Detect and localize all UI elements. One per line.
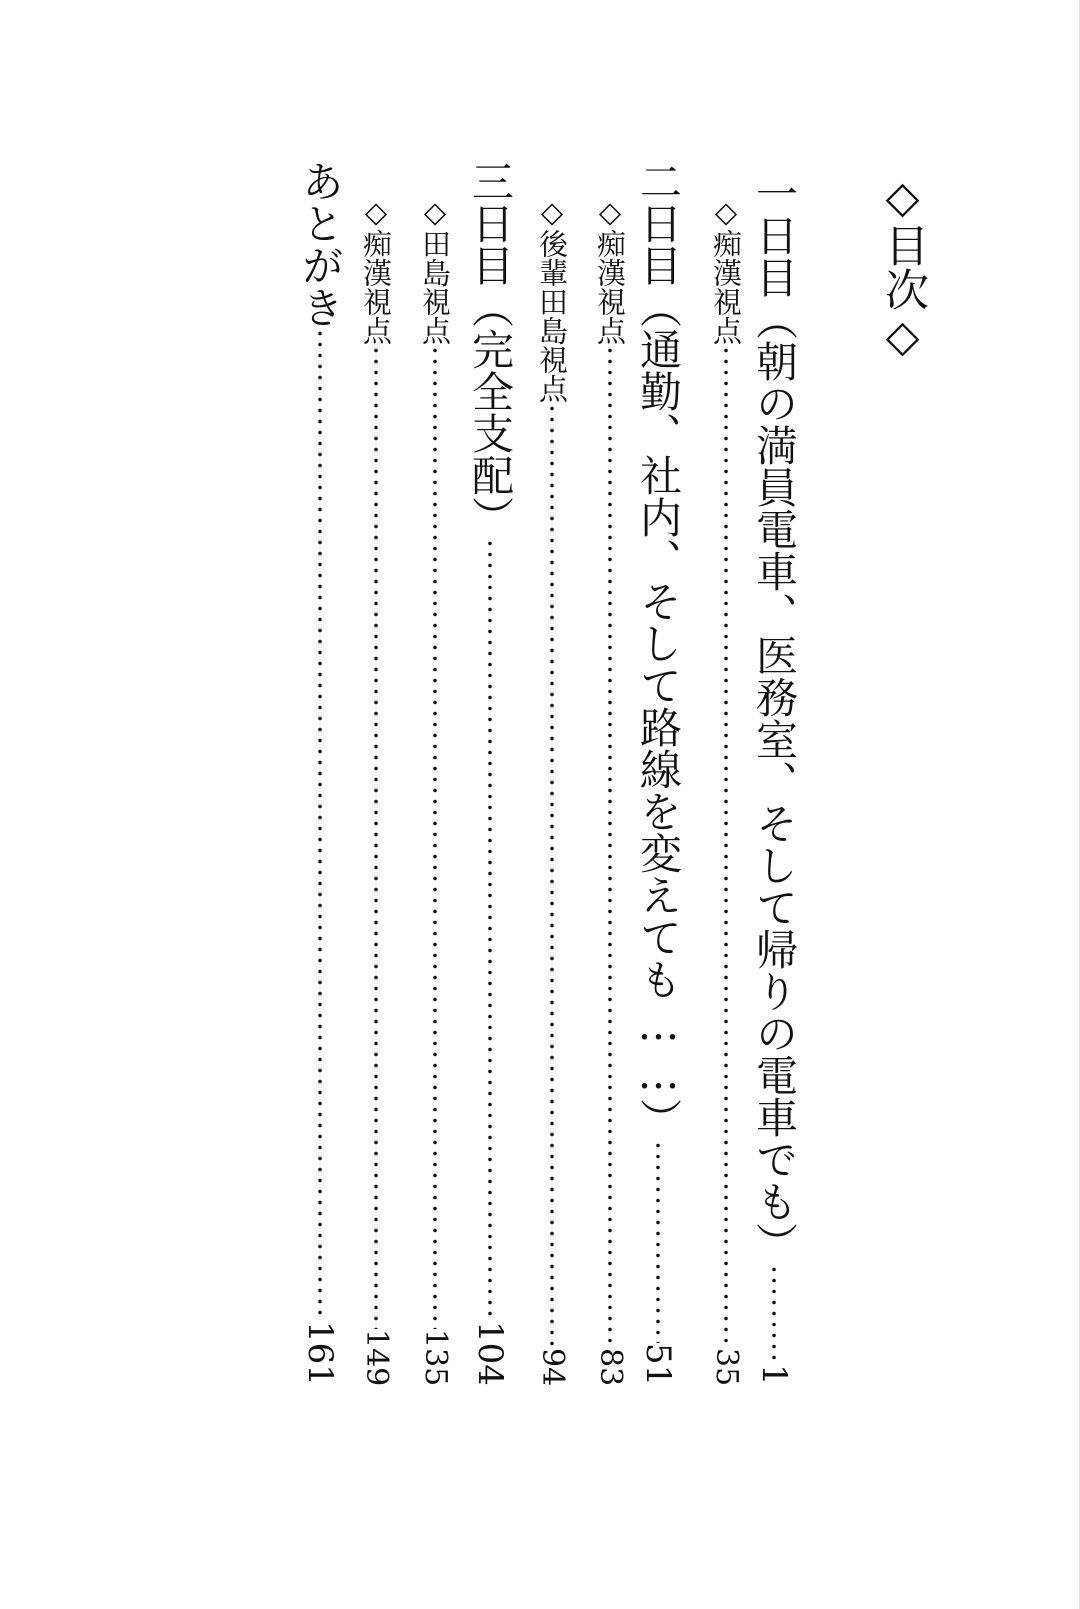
toc-entry-page-number: 135 (418, 1328, 453, 1386)
toc-entry-molester-pov-2 (590, 195, 630, 1386)
toc-entry-page-number: 51 (638, 1342, 678, 1386)
dot-leader (488, 538, 492, 1321)
dot-leader (550, 403, 554, 1348)
toc-entry-page-number: 1 (754, 1364, 794, 1386)
toc-entry-title: ◇痴漢視点 (593, 195, 627, 345)
toc-entry-molester-pov-1 (706, 195, 746, 1386)
toc-entry-title: 一日目（朝の満員電車、医務室、そして帰りの電車でも） (750, 172, 799, 1264)
toc-entry-title: ◇田島視点 (418, 195, 452, 345)
dot-leader (656, 1140, 660, 1343)
dot-leader (433, 345, 437, 1329)
toc-entry-tajima-pov (415, 195, 455, 1386)
toc-entry-title: ◇後輩田島視点 (535, 195, 569, 403)
toc-entry-page-number: 83 (593, 1347, 628, 1386)
toc-entry-junior-tajima-pov (532, 195, 572, 1386)
toc-entry-day1 (746, 172, 802, 1386)
dot-leader (374, 345, 378, 1329)
toc-entry-page-number: 104 (470, 1321, 510, 1386)
toc-heading: ◇目次◇ (877, 172, 928, 362)
dot-leader (772, 1264, 776, 1364)
toc-entry-title: ◇痴漢視点 (359, 195, 393, 345)
dot-leader (608, 345, 612, 1348)
toc-entry-page-number: 161 (300, 1321, 340, 1386)
toc-entry-title: 二日目（通勤、社内、そして路線を変えても……） (634, 160, 683, 1140)
dot-leader (724, 345, 728, 1348)
toc-entry-day2 (630, 160, 686, 1386)
dot-leader (318, 328, 322, 1321)
toc-entry-title: 三日目（完全支配） (466, 160, 515, 538)
toc-entry-title: あとがき (296, 160, 345, 328)
toc-entry-afterword (292, 160, 348, 1386)
toc-entry-title: ◇痴漢視点 (709, 195, 743, 345)
toc-entry-day3 (462, 160, 518, 1386)
toc-entry-page-number: 149 (359, 1328, 394, 1386)
toc-entry-molester-pov-3 (356, 195, 396, 1386)
toc-entry-page-number: 94 (535, 1347, 570, 1386)
toc-entry-page-number: 35 (709, 1347, 744, 1386)
